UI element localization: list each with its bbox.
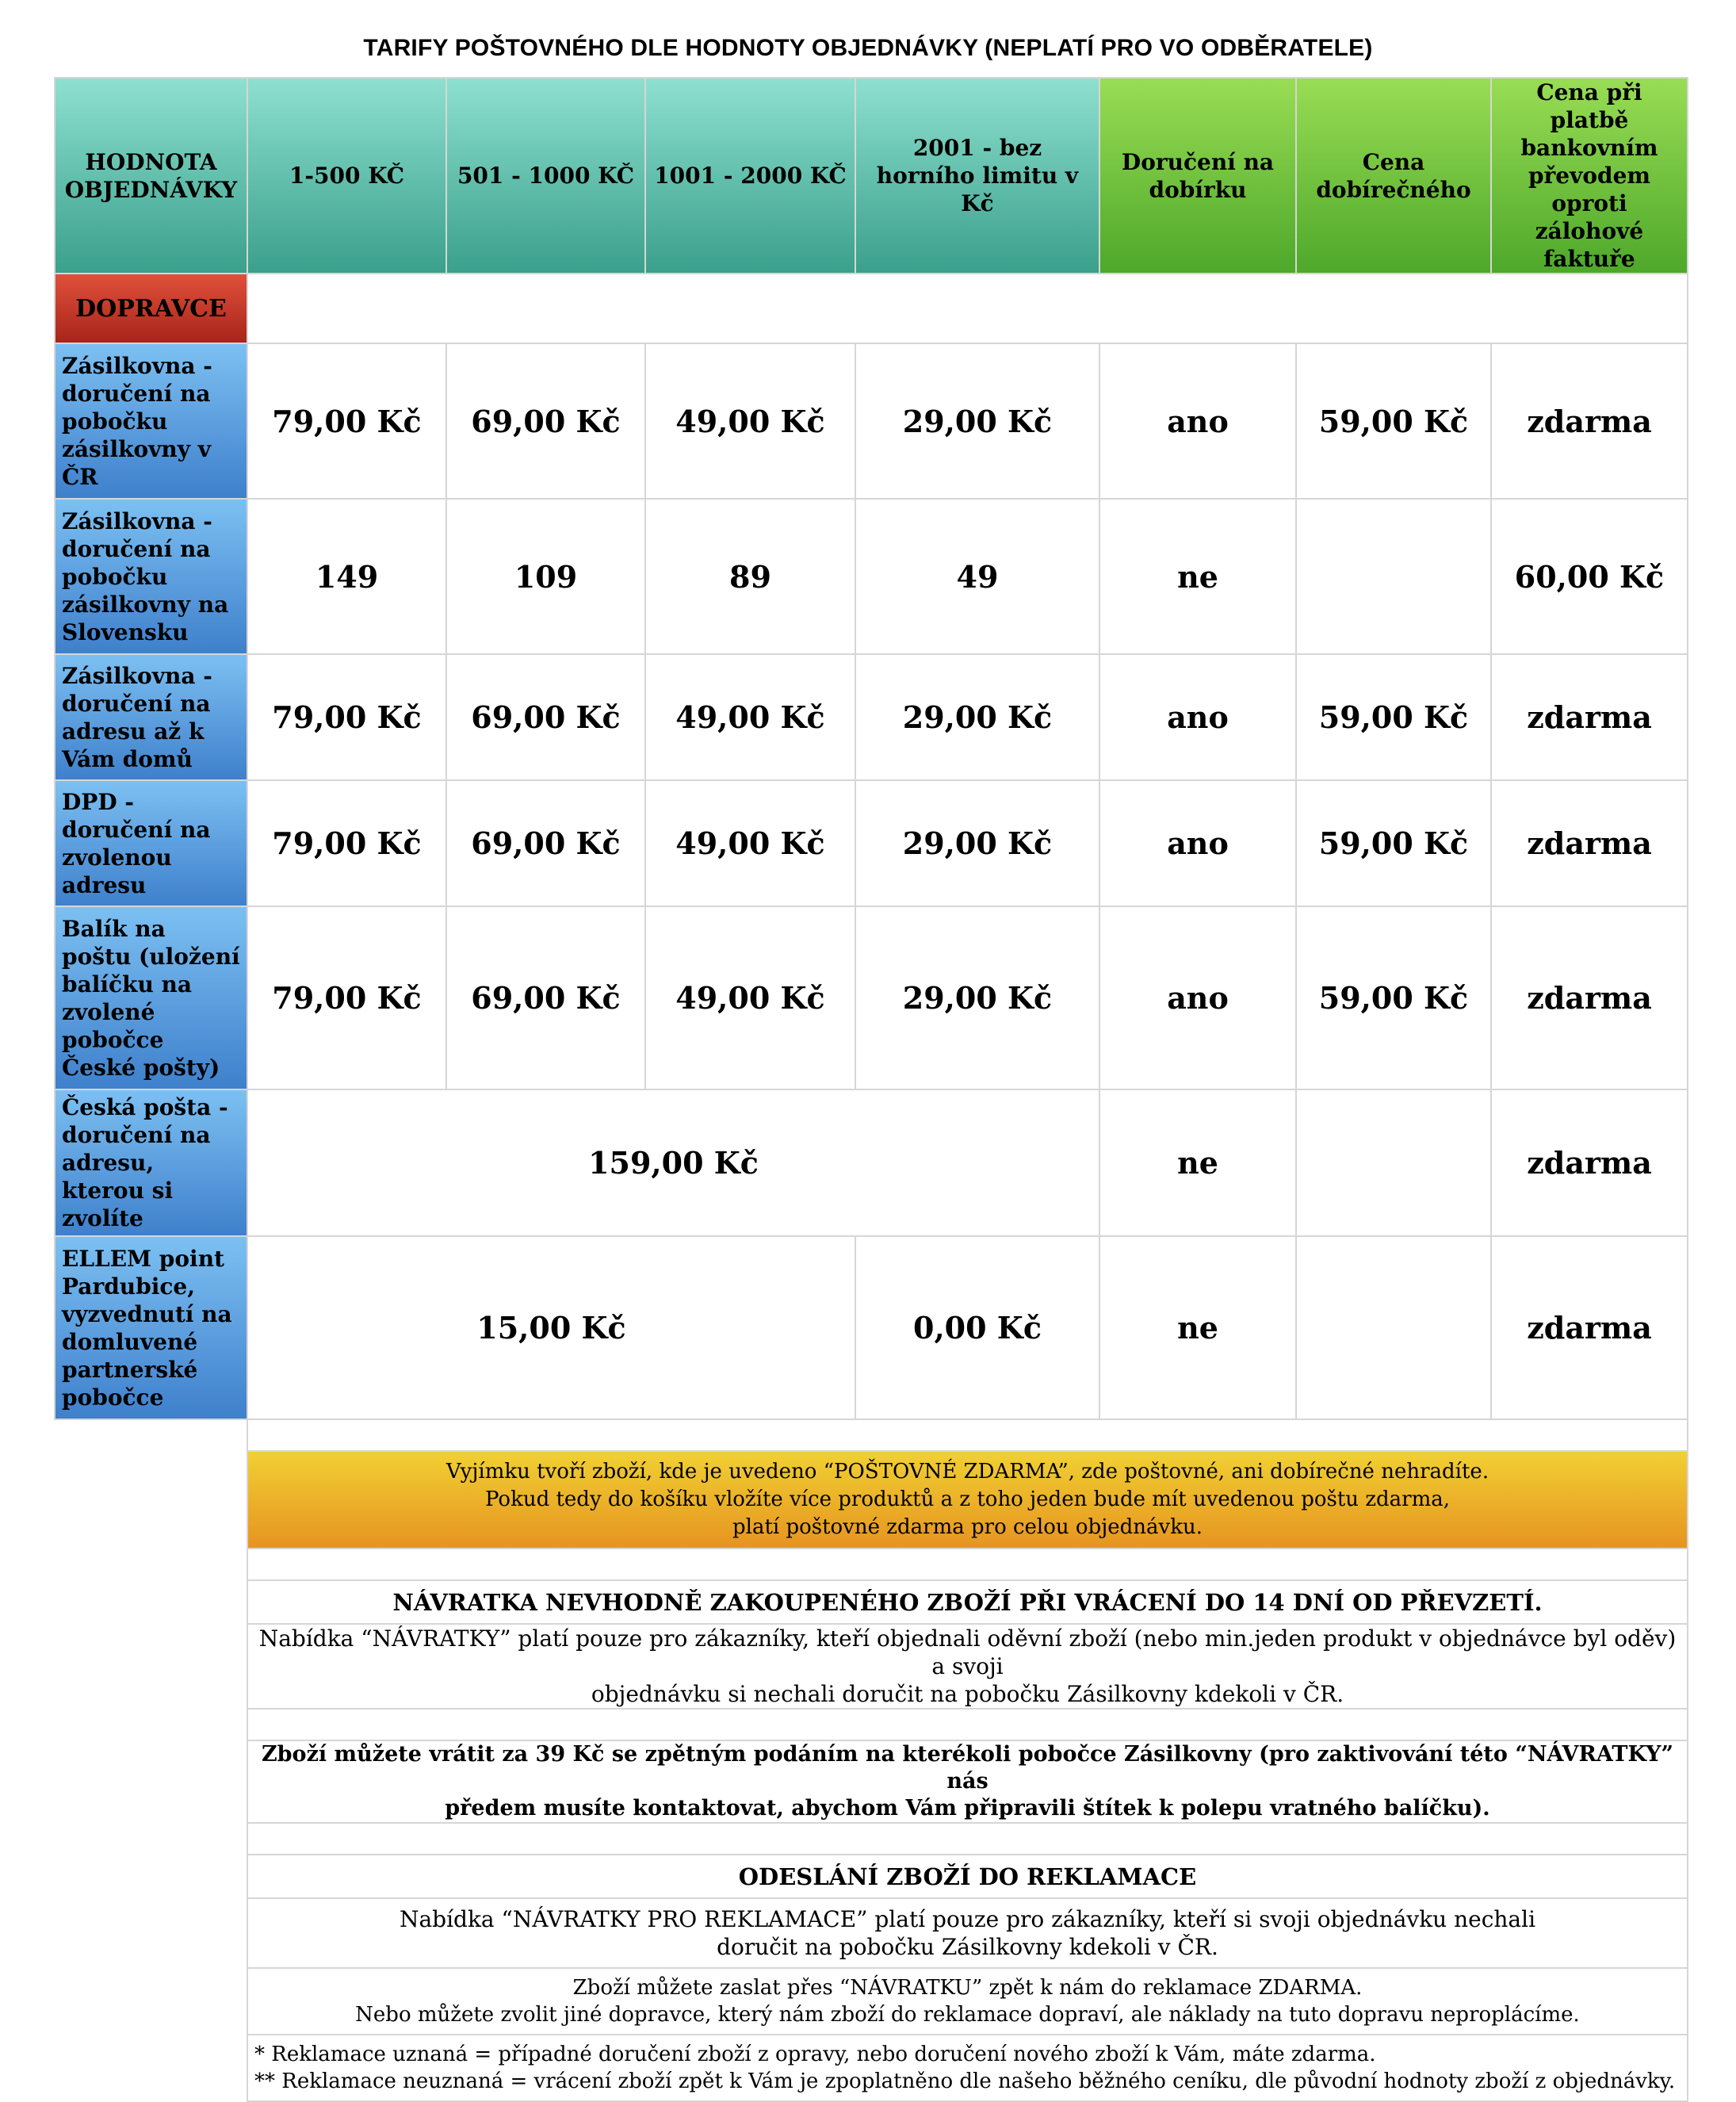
- header-range-1: 1-500 KČ: [247, 78, 446, 274]
- dopravce-label: DOPRAVCE: [55, 274, 247, 343]
- carrier-name: Česká pošta - doručení na adresu, kterou si zvolíte: [55, 1089, 247, 1236]
- price-range-1: 79,00 Kč: [247, 343, 446, 499]
- carrier-name: Zásilkovna - doručení na pobočku zásilkovny v ČR: [55, 343, 247, 499]
- claims-title: ODESLÁNÍ ZBOŽÍ DO REKLAMACE: [247, 1855, 1688, 1898]
- carrier-name: ELLEM point Pardubice, vyzvednutí na domluvené partnerské pobočce: [55, 1236, 247, 1419]
- price-range-2: 69,00 Kč: [446, 906, 645, 1089]
- carrier-name: Zásilkovna - doručení na adresu až k Vám domů: [55, 654, 247, 780]
- claims-text: Nabídka “NÁVRATKY PRO REKLAMACE” platí pouze pro zákazníky, kteří si svoji objednávku nechali doručit na pobočku Zásilkovny kdekoli v ČR.: [247, 1898, 1688, 1968]
- price-flat: 159,00 Kč: [247, 1089, 1099, 1236]
- price-range-2: 69,00 Kč: [446, 654, 645, 780]
- price-range-1: 79,00 Kč: [247, 906, 446, 1089]
- header-range-4: 2001 - bez horního limitu v Kč: [855, 78, 1099, 274]
- price-range-4: 29,00 Kč: [855, 654, 1099, 780]
- price-range-4: 29,00 Kč: [855, 780, 1099, 906]
- spacer: [247, 1419, 1688, 1451]
- price-range-4: 0,00 Kč: [855, 1236, 1099, 1419]
- cod-available: ano: [1099, 780, 1296, 906]
- carrier-name: Balík na poštu (uložení balíčku na zvolené pobočce České pošty): [55, 906, 247, 1089]
- note-line: platí poštovné zdarma pro celou objednávku.: [732, 1515, 1203, 1539]
- spacer: [247, 1823, 1688, 1855]
- claims-footnotes: [247, 2035, 1688, 2101]
- price-range-3: 49,00 Kč: [645, 906, 855, 1089]
- bank-transfer-price: zdarma: [1491, 343, 1688, 499]
- returns-price-text: Zboží můžete vrátit za 39 Kč se zpětným podáním na kterékoli pobočce Zásilkovny (pro zaktivování této “NÁVRATKY” nás předem musíte kontaktovat, abychom Vám připravili štítek k polepu vratného balíčku).: [247, 1740, 1688, 1823]
- header-cod-price: Cena dobírečného: [1296, 78, 1491, 274]
- cod-available: ne: [1099, 1089, 1296, 1236]
- header-cod: Doručení na dobírku: [1099, 78, 1296, 274]
- note-line: Pokud tedy do košíku vložíte více produktů a z toho jeden bude mít uvedenou poštu zdarma,: [484, 1487, 1451, 1511]
- returns-text: Nabídka “NÁVRATKY” platí pouze pro zákazníky, kteří objednali oděvní zboží (nebo min.jeden produkt v objednávce byl oděv) a svoji objednávku si nechali doručit na pobočku Zásilkovny kdekoli v ČR.: [247, 1624, 1688, 1709]
- header-order-value: HODNOTA OBJEDNÁVKY: [55, 78, 247, 274]
- price-range-2: 109: [446, 499, 645, 654]
- left-blank-column: [55, 1419, 247, 2101]
- price-range-3: 49,00 Kč: [645, 780, 855, 906]
- price-range-1: 79,00 Kč: [247, 654, 446, 780]
- cod-price: 59,00 Kč: [1296, 906, 1491, 1089]
- cod-available: ne: [1099, 1236, 1296, 1419]
- cod-available: ne: [1099, 499, 1296, 654]
- header-range-3: 1001 - 2000 KČ: [645, 78, 855, 274]
- cod-price: [1296, 499, 1491, 654]
- bank-transfer-price: 60,00 Kč: [1491, 499, 1688, 654]
- cod-price: 59,00 Kč: [1296, 780, 1491, 906]
- price-range-3: 89: [645, 499, 855, 654]
- table-row: [55, 1089, 1688, 1236]
- table-row: [55, 780, 1688, 906]
- cod-price: 59,00 Kč: [1296, 343, 1491, 499]
- table-row: [55, 1236, 1688, 1419]
- tariff-table: [54, 77, 1688, 2102]
- table-row: [55, 343, 1688, 499]
- spacer: [247, 1709, 1688, 1740]
- returns-title: NÁVRATKA NEVHODNĚ ZAKOUPENÉHO ZBOŽÍ PŘI VRÁCENÍ DO 14 DNÍ OD PŘEVZETÍ.: [247, 1580, 1688, 1624]
- footnote: ** Reklamace neuznaná = vrácení zboží zpět k Vám je zpoplatněno dle našeho běžného ceníku, dle původní hodnoty zboží z objednávky.: [254, 2069, 1676, 2093]
- bank-transfer-price: zdarma: [1491, 780, 1688, 906]
- price-range-3: 49,00 Kč: [645, 343, 855, 499]
- price-low-range: 15,00 Kč: [247, 1236, 855, 1419]
- price-range-2: 69,00 Kč: [446, 343, 645, 499]
- price-range-4: 49: [855, 499, 1099, 654]
- dopravce-blank: [247, 274, 1688, 343]
- bank-transfer-price: zdarma: [1491, 1089, 1688, 1236]
- price-range-1: 79,00 Kč: [247, 780, 446, 906]
- header-row: [55, 78, 1688, 274]
- table-row: [55, 906, 1688, 1089]
- carrier-name: DPD - doručení na zvolenou adresu: [55, 780, 247, 906]
- free-shipping-note: [247, 1451, 1688, 1549]
- price-range-3: 49,00 Kč: [645, 654, 855, 780]
- bank-transfer-price: zdarma: [1491, 906, 1688, 1089]
- bank-transfer-price: zdarma: [1491, 1236, 1688, 1419]
- header-bank-transfer: Cena při platbě bankovním převodem oproti zálohové faktuře: [1491, 78, 1688, 274]
- footnote: * Reklamace uznaná = případné doručení zboží z opravy, nebo doručení nového zboží k Vám, máte zdarma.: [254, 2043, 1376, 2066]
- cod-available: ano: [1099, 906, 1296, 1089]
- price-range-1: 149: [247, 499, 446, 654]
- cod-price: [1296, 1089, 1491, 1236]
- cod-available: ano: [1099, 343, 1296, 499]
- price-range-4: 29,00 Kč: [855, 906, 1099, 1089]
- table-row: [55, 654, 1688, 780]
- claims-send-text: Zboží můžete zaslat přes “NÁVRATKU” zpět k nám do reklamace ZDARMA. Nebo můžete zvolit jiné dopravce, který nám zboží do reklamace dopraví, ale náklady na tuto dopravu neproplácíme.: [247, 1968, 1688, 2035]
- spacer: [247, 1549, 1688, 1580]
- cod-price: [1296, 1236, 1491, 1419]
- dopravce-row: [55, 274, 1688, 343]
- price-range-2: 69,00 Kč: [446, 780, 645, 906]
- carrier-name: Zásilkovna - doručení na pobočku zásilkovny na Slovensku: [55, 499, 247, 654]
- header-range-2: 501 - 1000 KČ: [446, 78, 645, 274]
- table-row: [55, 499, 1688, 654]
- price-range-4: 29,00 Kč: [855, 343, 1099, 499]
- bank-transfer-price: zdarma: [1491, 654, 1688, 780]
- page-title: TARIFY POŠTOVNÉHO DLE HODNOTY OBJEDNÁVKY (NEPLATÍ PRO VO ODBĚRATELE): [363, 35, 1373, 61]
- cod-available: ano: [1099, 654, 1296, 780]
- note-line: Vyjímku tvoří zboží, kde je uvedeno “POŠTOVNÉ ZDARMA”, zde poštovné, ani dobírečné nehradíte.: [445, 1460, 1489, 1484]
- cod-price: 59,00 Kč: [1296, 654, 1491, 780]
